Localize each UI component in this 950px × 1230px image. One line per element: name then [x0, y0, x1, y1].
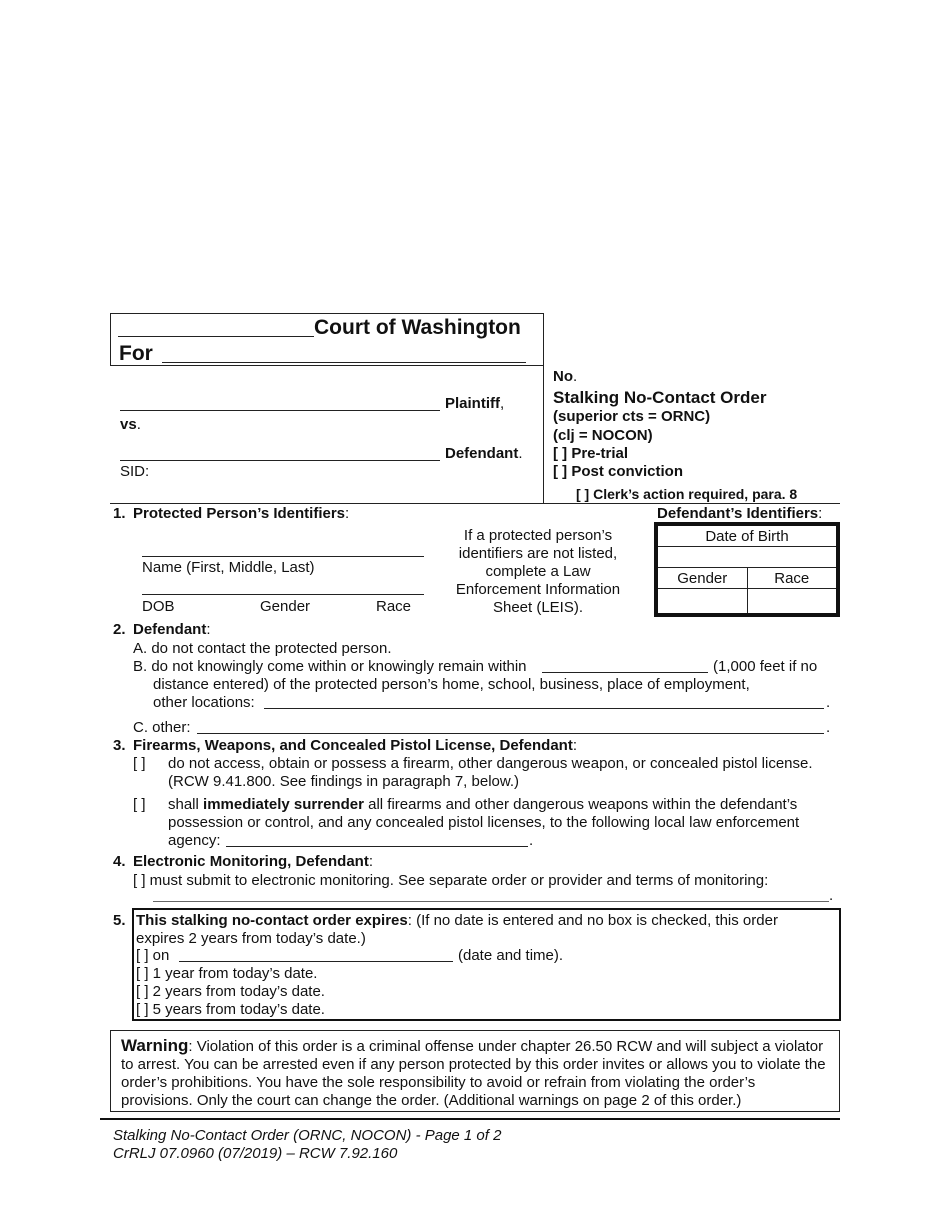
- footer-divider: [100, 1118, 840, 1120]
- protected-name-line[interactable]: [142, 556, 424, 557]
- section1-heading: Protected Person’s Identifiers: [133, 505, 346, 522]
- protected-gender-label: Gender: [260, 598, 311, 615]
- for-line[interactable]: [162, 362, 526, 363]
- monitoring-line[interactable]: [153, 901, 829, 902]
- other-line[interactable]: [197, 733, 824, 734]
- section2-a: A. do not contact the protected person.: [133, 640, 392, 657]
- race-cell[interactable]: [747, 589, 838, 616]
- warning-text: : Violation of this order is a criminal offense under chapter 26.50 RCW and will subject a violator to arrest. You can be arrested even if any person protected by this order invites or allows you to violate the order’s prohibitions. You have the sole responsibility to avoid or refrain from violating the order’s provisions. Only the court can change the order. (Additional warnings on page 2 of this order.): [121, 1038, 826, 1109]
- section3-heading: Firearms, Weapons, and Concealed Pistol License, Defendant: [133, 737, 573, 754]
- footer-form-number: CrRLJ 07.0960 (07/2019) – RCW 7.92.160: [113, 1145, 398, 1162]
- agency-line[interactable]: [226, 846, 528, 847]
- sid-label: SID:: [120, 463, 150, 480]
- expire-date-line[interactable]: [179, 961, 453, 962]
- defendant-line[interactable]: [120, 460, 440, 461]
- other-locations-line[interactable]: [264, 708, 824, 709]
- pretrial-checkbox[interactable]: [ ] Pre-trial: [553, 445, 629, 462]
- section3-p1-line1: do not access, obtain or possess a firearm, other dangerous weapon, or concealed pistol license.: [168, 755, 813, 772]
- section3-p2-line2: possession or control, and any concealed pistol licenses, to the following local law enforcement: [168, 814, 800, 831]
- agency-label: agency:: [168, 832, 221, 849]
- for-label: For: [119, 342, 153, 365]
- dob-header: Date of Birth: [656, 524, 838, 547]
- section5-line2: expires 2 years from today’s date.): [136, 930, 366, 947]
- section2-number: 2.: [113, 621, 126, 638]
- clj-code: (clj = NOCON): [553, 427, 653, 444]
- expire-5-years-checkbox[interactable]: [ ] 5 years from today’s date.: [136, 1001, 325, 1018]
- court-title: Court of Washington: [314, 316, 521, 339]
- section2-b-tail: (1,000 feet if no: [713, 658, 818, 675]
- section3-number: 3.: [113, 737, 126, 754]
- section5-heading: This stalking no-contact order expires: [136, 912, 408, 929]
- datetime-label: (date and time).: [458, 947, 564, 964]
- post-conviction-checkbox[interactable]: [ ] Post conviction: [553, 463, 684, 480]
- section1-number: 1.: [113, 505, 126, 522]
- defendant-label: Defendant: [445, 445, 519, 462]
- leis-note: If a protected person’s identifiers are not listed, complete a Law Enforcement Information Sheet (LEIS).: [455, 527, 621, 616]
- section3-p1-line2: (RCW 9.41.800. See findings in paragraph 7, below.): [168, 773, 520, 790]
- section3-p2-line1: shall immediately surrender all firearms and other dangerous weapons within the defendant’s: [168, 796, 798, 813]
- other-locations-label: other locations:: [153, 694, 255, 711]
- clerk-action-checkbox[interactable]: [ ] Clerk’s action required, para. 8: [576, 486, 798, 502]
- defendant-ids-heading: Defendant’s Identifiers: [657, 505, 819, 522]
- defendant-ids-table: [654, 522, 840, 617]
- expire-on-checkbox[interactable]: [ ] on: [136, 947, 170, 964]
- gender-cell[interactable]: [656, 589, 747, 616]
- vs-label: vs: [120, 416, 137, 433]
- section4-number: 4.: [113, 853, 126, 870]
- superior-code: (superior cts = ORNC): [553, 408, 711, 425]
- section4-heading: Electronic Monitoring, Defendant: [133, 853, 369, 870]
- gender-header: Gender: [656, 568, 747, 589]
- monitoring-checkbox[interactable]: [ ] must submit to electronic monitoring. See separate order or provider and terms of monitoring:: [133, 872, 769, 889]
- dob-cell[interactable]: [656, 547, 838, 568]
- warning-label: Warning: [121, 1036, 189, 1055]
- plaintiff-line[interactable]: [120, 410, 440, 411]
- section2-b-line2: distance entered) of the protected person’s home, school, business, place of employment,: [153, 676, 750, 693]
- protected-name-label: Name (First, Middle, Last): [142, 559, 315, 576]
- protected-dob-label: DOB: [142, 598, 175, 615]
- order-title: Stalking No-Contact Order: [553, 388, 767, 407]
- expire-2-years-checkbox[interactable]: [ ] 2 years from today’s date.: [136, 983, 325, 1000]
- section2-c: C. other:: [133, 719, 191, 736]
- warning-box: [110, 1030, 840, 1112]
- protected-dob-line[interactable]: [142, 594, 424, 595]
- plaintiff-label: Plaintiff: [445, 395, 500, 412]
- protected-race-label: Race: [376, 598, 412, 615]
- no-label: No: [553, 368, 573, 385]
- expire-1-year-checkbox[interactable]: [ ] 1 year from today’s date.: [136, 965, 318, 982]
- section3-checkbox-2[interactable]: [ ]: [133, 796, 146, 813]
- race-header: Race: [747, 568, 838, 589]
- distance-line[interactable]: [542, 672, 708, 673]
- section2-heading: Defendant: [133, 621, 207, 638]
- county-line[interactable]: [118, 336, 314, 337]
- section5-number: 5.: [113, 912, 126, 929]
- footer-title: Stalking No-Contact Order (ORNC, NOCON) - Page 1 of 2: [113, 1127, 502, 1144]
- section2-b: B. do not knowingly come within or knowingly remain within: [133, 658, 527, 675]
- section3-checkbox-1[interactable]: [ ]: [133, 755, 146, 772]
